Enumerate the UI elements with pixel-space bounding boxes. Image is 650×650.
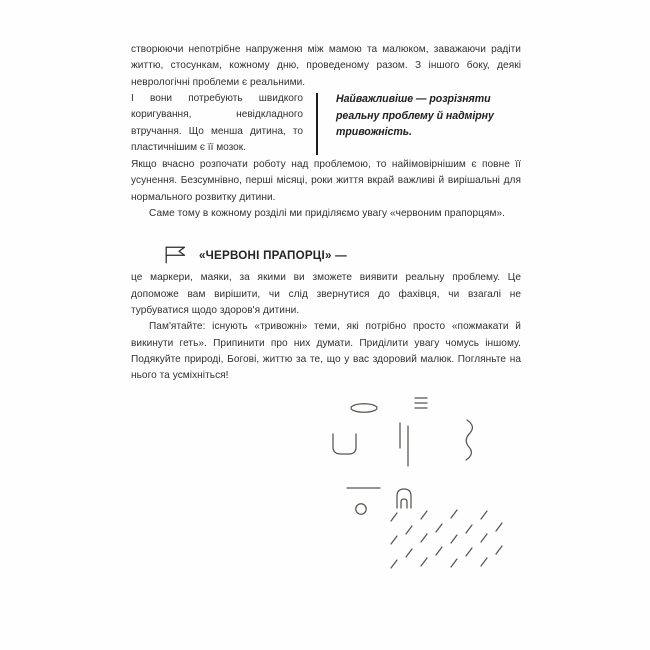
paragraph-after-quote: Якщо вчасно розпочати роботу над проблемою, то найімовірнішим є повне її усунення. Безсумнівно, перші місяці, роки життя вкрай важливі й вирішальні для нормального розвитку дитини. — [131, 159, 521, 203]
left-text-column — [131, 91, 303, 156]
flag-icon — [164, 245, 190, 265]
pull-quote — [336, 91, 522, 141]
pull-quote-text: Найважливіше — розрізняти реальну проблему й надмірну тривожність. — [336, 93, 494, 139]
section-title: «ЧЕРВОНІ ПРАПОРЦІ» — — [199, 249, 347, 263]
section-heading — [131, 248, 521, 270]
paragraph-remember: Пам'ятайте: існують «тривожні» теми, які потрібно просто «пожмакати й викинути геть». Припинити про них думати. Приділити увагу чомусь іншому. Подякуйте природі, Богові, життю за те, що у вас здоровий малюк. Погляньте на нього та усміхніться! — [131, 321, 521, 382]
page-content — [131, 42, 521, 385]
abstract-doodle-ornament — [325, 392, 520, 572]
small-circle — [356, 504, 366, 514]
paragraph-red-flags-intro: Саме тому в кожному розділі ми приділяємо увагу «червоним прапорцям». — [149, 208, 505, 220]
vertical-divider — [316, 93, 318, 155]
arch-inner — [401, 499, 407, 508]
diagonal-dash-field — [391, 510, 502, 568]
paragraph-left-column: І вони потребують швидкого коригування, невідкладного втручання. Що менша дитина, то пластичнішим є її мозок. — [131, 93, 303, 154]
wavy-squiggle — [466, 420, 472, 460]
ellipse-outline — [351, 404, 377, 412]
paragraph-markers: це маркери, маяки, за якими ви зможете виявити реальну проблему. Це допоможе вам вирішити, чи слід звернутися до фахівця, чи взагалі не турбуватися щодо здоров'я дитини. — [131, 272, 521, 317]
two-column-quote-block — [131, 91, 521, 157]
paragraph-opening: створюючи непотрібне напруження між мамою та малюком, заважаючи радіти життю, стосункам, кожному дню, проведеному разом. З іншого боку, деякі неврологічні проблеми є реальними. — [131, 44, 521, 88]
u-shape — [333, 434, 356, 454]
